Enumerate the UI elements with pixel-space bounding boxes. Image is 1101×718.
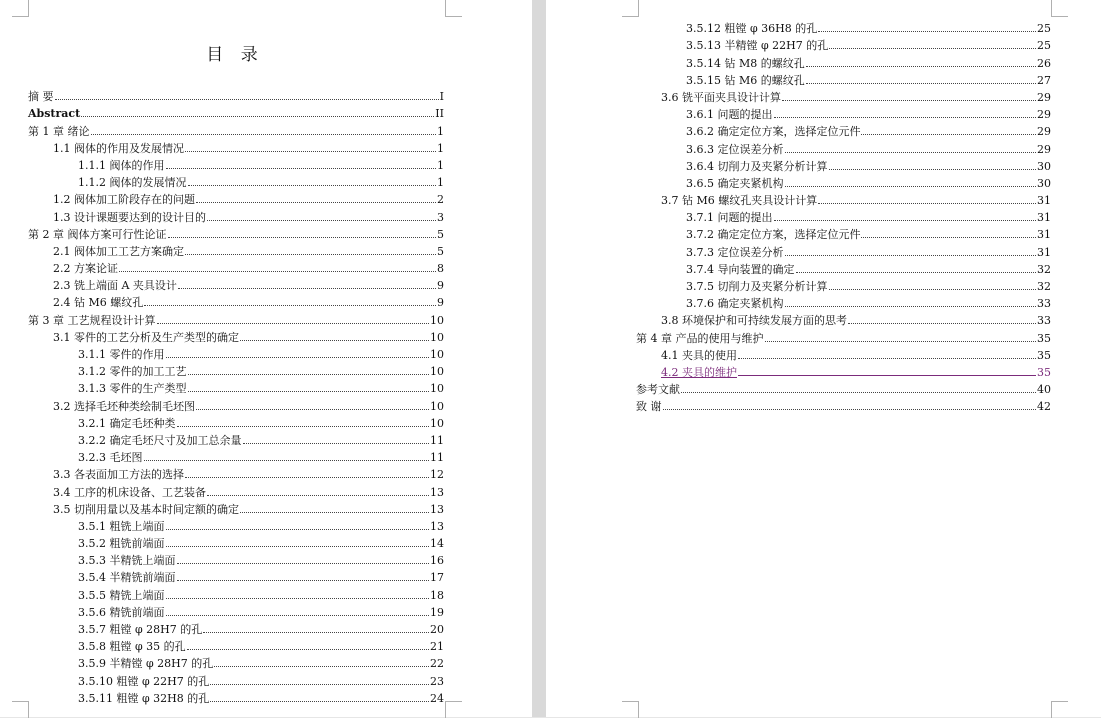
toc-entry-page: 10: [430, 365, 444, 379]
toc-entry[interactable]: [636, 156, 1051, 173]
toc-entry[interactable]: [28, 464, 444, 481]
toc-entry[interactable]: [636, 241, 1051, 258]
toc-entry-title: 3.6.1 问题的提出: [686, 108, 773, 122]
page-corner-mark: [12, 0, 29, 17]
toc-entry-title: 3.7.6 确定夹紧机构: [686, 297, 784, 311]
toc-entry-page: 10: [430, 399, 444, 413]
toc-entry-title: 3.5.10 粗镗 φ 22H7 的孔: [78, 674, 210, 688]
toc-entry-page: 33: [1037, 297, 1051, 311]
toc-entry-page: 10: [430, 382, 444, 396]
toc-entry-page: 42: [1037, 400, 1051, 414]
toc-leader-dots: [765, 341, 1037, 342]
toc-entry[interactable]: [28, 636, 444, 653]
toc-entry-title: 1.2 阀体加工阶段存在的问题: [53, 193, 195, 207]
toc-leader-dots: [681, 392, 1036, 393]
toc-entry[interactable]: [28, 430, 444, 447]
toc-entry[interactable]: [28, 499, 444, 516]
toc-entry-title: 3.2 选择毛坯种类绘制毛坯图: [53, 399, 195, 413]
page-corner-mark: [445, 0, 462, 17]
toc-entry[interactable]: [636, 121, 1051, 138]
toc-entry[interactable]: [28, 275, 444, 292]
toc-list-left: [28, 86, 444, 705]
toc-entry-title: 参考文献: [636, 383, 680, 397]
toc-entry-page: 31: [1037, 194, 1051, 208]
page-corner-mark: [622, 0, 639, 17]
toc-entry-page: 29: [1037, 142, 1051, 156]
toc-title: 目 录: [206, 45, 264, 65]
toc-entry-page: 31: [1037, 228, 1051, 242]
toc-entry[interactable]: [636, 173, 1051, 190]
toc-leader-dots: [177, 563, 430, 564]
toc-leader-dots: [738, 358, 1036, 359]
toc-entry[interactable]: [636, 35, 1051, 52]
document-page-right: [546, 0, 1101, 717]
toc-entry-page: 17: [430, 571, 444, 585]
toc-entry-page: 35: [1037, 348, 1051, 362]
toc-entry-page: 9: [437, 296, 444, 310]
toc-leader-dots: [210, 701, 429, 702]
toc-entry-page: 31: [1037, 211, 1051, 225]
toc-leader-dots: [166, 598, 430, 599]
toc-leader-dots: [663, 409, 1037, 410]
toc-leader-dots: [243, 443, 430, 444]
toc-entry-page: 13: [430, 519, 444, 533]
toc-leader-dots: [166, 168, 437, 169]
toc-leader-dots: [240, 512, 429, 513]
toc-entry[interactable]: [28, 138, 444, 155]
toc-entry-page: 21: [430, 640, 444, 654]
toc-leader-dots: [829, 169, 1037, 170]
toc-entry-page: 1: [437, 124, 444, 138]
toc-entry[interactable]: [28, 309, 444, 326]
toc-entry[interactable]: [28, 584, 444, 601]
toc-entry-title: 3.5.9 半精镗 φ 28H7 的孔: [78, 657, 214, 671]
toc-leader-dots: [796, 272, 1037, 273]
toc-entry-title: 2.2 方案论证: [53, 262, 118, 276]
toc-entry[interactable]: [28, 103, 444, 120]
toc-entry[interactable]: [636, 362, 1051, 379]
toc-entry-title: 3.4 工序的机床设备、工艺装备: [53, 485, 206, 499]
toc-entry[interactable]: [636, 396, 1051, 413]
toc-entry-title: 1.1.1 阀体的作用: [78, 158, 165, 172]
toc-leader-dots: [774, 117, 1037, 118]
toc-leader-dots: [214, 666, 429, 667]
toc-entry[interactable]: [28, 670, 444, 687]
toc-entry-page: 5: [437, 227, 444, 241]
toc-leader-dots: [774, 220, 1037, 221]
toc-entry[interactable]: [28, 189, 444, 206]
toc-entry-title: 第 1 章 绪论: [28, 124, 90, 138]
toc-entry-title: 3.5.12 粗镗 φ 36H8 的孔: [686, 22, 818, 36]
toc-entry[interactable]: [28, 361, 444, 378]
toc-entry[interactable]: [28, 378, 444, 395]
toc-entry-title: 3.1.3 零件的生产类型: [78, 382, 187, 396]
toc-entry-page: 11: [430, 433, 444, 447]
toc-entry-page: 10: [430, 416, 444, 430]
toc-leader-dots: [187, 649, 429, 650]
toc-entry-title: 3.5.4 半精铣前端面: [78, 571, 176, 585]
toc-entry-title: 3.6.2 确定定位方案，选择定位元件: [686, 125, 861, 139]
toc-entry[interactable]: [28, 241, 444, 258]
toc-leader-dots: [785, 186, 1037, 187]
toc-entry-page: 5: [437, 244, 444, 258]
toc-entry-title: 3.5.2 粗铣前端面: [78, 537, 165, 551]
toc-entry-page: 13: [430, 502, 444, 516]
toc-entry-page: 14: [430, 537, 444, 551]
toc-entry-title: 3.5 切削用量以及基本时间定额的确定: [53, 502, 239, 516]
toc-entry-title: Abstract: [28, 107, 81, 121]
toc-entry[interactable]: [636, 207, 1051, 224]
toc-entry-title: 3.5.6 精铣前端面: [78, 605, 165, 619]
toc-entry-page: 24: [430, 691, 444, 705]
toc-entry[interactable]: [636, 259, 1051, 276]
toc-entry-page: I: [439, 90, 444, 104]
toc-entry[interactable]: [28, 413, 444, 430]
toc-entry[interactable]: [28, 567, 444, 584]
toc-entry-page: 40: [1037, 383, 1051, 397]
toc-entry-page: 25: [1037, 22, 1051, 36]
toc-leader-dots: [861, 134, 1036, 135]
toc-entry[interactable]: [636, 276, 1051, 293]
toc-list-right: [636, 18, 1051, 413]
toc-entry[interactable]: [28, 86, 444, 103]
toc-leader-dots: [166, 546, 430, 547]
toc-entry-title: 3.5.3 半精铣上端面: [78, 554, 176, 568]
toc-leader-dots: [210, 684, 429, 685]
toc-entry[interactable]: [28, 447, 444, 464]
toc-entry[interactable]: [28, 258, 444, 275]
toc-leader-dots: [829, 48, 1036, 49]
toc-entry-page: 23: [430, 674, 444, 688]
toc-entry[interactable]: [636, 310, 1051, 327]
toc-entry[interactable]: [28, 120, 444, 137]
toc-entry-page: 29: [1037, 90, 1051, 104]
toc-entry-title: 3.5.5 精铣上端面: [78, 588, 165, 602]
page-corner-mark: [1051, 701, 1068, 718]
toc-entry-page: 30: [1037, 159, 1051, 173]
toc-leader-dots: [188, 391, 430, 392]
toc-entry-title: 3.7.3 定位误差分析: [686, 245, 784, 259]
toc-entry[interactable]: [28, 619, 444, 636]
toc-entry[interactable]: [636, 52, 1051, 69]
toc-entry[interactable]: [636, 327, 1051, 344]
toc-entry-title: 第 4 章 产品的使用与维护: [636, 331, 764, 345]
toc-leader-dots: [806, 83, 1036, 84]
toc-entry-page: 3: [437, 210, 444, 224]
toc-entry[interactable]: [28, 481, 444, 498]
page-corner-mark: [12, 701, 29, 718]
toc-entry-page: II: [435, 107, 444, 121]
toc-entry-page: 19: [430, 605, 444, 619]
toc-entry-title: 3.2.1 确定毛坯种类: [78, 416, 176, 430]
toc-entry-title: 3.5.14 钻 M8 的螺纹孔: [686, 56, 805, 70]
toc-leader-dots: [196, 409, 429, 410]
toc-entry-page: 35: [1037, 331, 1051, 345]
toc-leader-dots: [738, 375, 1036, 376]
toc-leader-dots: [185, 151, 436, 152]
toc-entry[interactable]: [28, 688, 444, 705]
toc-entry-title: 2.3 铣上端面 A 夹具设计: [53, 279, 177, 293]
toc-leader-dots: [806, 66, 1036, 67]
toc-entry-page: 27: [1037, 73, 1051, 87]
document-page-left: [0, 0, 532, 717]
toc-leader-dots: [188, 374, 430, 375]
toc-entry-page: 29: [1037, 108, 1051, 122]
toc-entry-page: 2: [437, 193, 444, 207]
toc-leader-dots: [203, 632, 429, 633]
toc-leader-dots: [785, 306, 1037, 307]
toc-entry[interactable]: [28, 533, 444, 550]
toc-entry-page: 18: [430, 588, 444, 602]
toc-entry[interactable]: [636, 18, 1051, 35]
toc-entry[interactable]: [28, 550, 444, 567]
toc-entry[interactable]: [636, 104, 1051, 121]
toc-entry-page: 20: [430, 623, 444, 636]
toc-entry-title: 3.6.5 确定夹紧机构: [686, 176, 784, 190]
toc-entry-title: 1.3 设计课题要达到的设计目的: [53, 210, 206, 224]
toc-entry[interactable]: [28, 602, 444, 619]
toc-entry-page: 1: [437, 176, 444, 190]
toc-leader-dots: [168, 237, 437, 238]
toc-leader-dots: [207, 495, 429, 496]
toc-entry-title: 3.5.7 粗镗 φ 28H7 的孔: [78, 623, 203, 636]
toc-entry[interactable]: [636, 190, 1051, 207]
toc-entry-page: 16: [430, 554, 444, 568]
toc-entry-page: 31: [1037, 245, 1051, 259]
toc-entry-page: 25: [1037, 39, 1051, 53]
toc-leader-dots: [119, 271, 436, 272]
page-corner-mark: [1051, 0, 1068, 17]
toc-entry-title: 3.7 钻 M6 螺纹孔夹具设计计算: [661, 194, 818, 208]
toc-leader-dots: [144, 305, 436, 306]
toc-entry[interactable]: [636, 224, 1051, 241]
toc-leader-dots: [157, 323, 430, 324]
toc-entry[interactable]: [636, 379, 1051, 396]
toc-entry-page: 30: [1037, 176, 1051, 190]
toc-leader-dots: [178, 288, 436, 289]
page-corner-mark: [445, 701, 462, 718]
toc-entry[interactable]: [636, 87, 1051, 104]
toc-entry-page: 32: [1037, 280, 1051, 293]
toc-leader-dots: [166, 357, 430, 358]
toc-leader-dots: [144, 460, 430, 461]
toc-entry[interactable]: [28, 327, 444, 344]
toc-entry-title: 第 2 章 阀体方案可行性论证: [28, 227, 167, 241]
toc-entry-page: 1: [437, 158, 444, 172]
toc-entry-page: 11: [430, 451, 444, 465]
toc-leader-dots: [166, 529, 430, 530]
toc-entry-page: 35: [1037, 365, 1051, 379]
toc-leader-dots: [185, 254, 436, 255]
toc-leader-dots: [166, 615, 430, 616]
toc-entry[interactable]: [28, 516, 444, 533]
toc-entry-title: 3.3 各表面加工方法的选择: [53, 468, 184, 482]
toc-leader-dots: [861, 237, 1036, 238]
toc-entry-page: 33: [1037, 314, 1051, 328]
toc-leader-dots: [55, 99, 439, 100]
toc-entry-title: 3.2.2 确定毛坯尺寸及加工总余量: [78, 433, 242, 447]
page-corner-mark: [622, 701, 639, 718]
toc-leader-dots: [848, 323, 1036, 324]
toc-leader-dots: [818, 203, 1036, 204]
toc-entry-page: 26: [1037, 56, 1051, 70]
toc-entry-page: 10: [430, 330, 444, 344]
toc-entry[interactable]: [28, 206, 444, 223]
toc-leader-dots: [818, 31, 1036, 32]
toc-entry[interactable]: [28, 395, 444, 412]
toc-leader-dots: [177, 426, 430, 427]
toc-entry[interactable]: [28, 344, 444, 361]
toc-entry-title: 第 3 章 工艺规程设计计算: [28, 313, 156, 327]
toc-entry-page: 22: [430, 657, 444, 671]
toc-entry-title: 3.5.1 粗铣上端面: [78, 519, 165, 533]
toc-leader-dots: [185, 477, 429, 478]
toc-entry-title: 3.5.8 粗镗 φ 35 的孔: [78, 640, 186, 654]
toc-entry-title: 1.1 阀体的作用及发展情况: [53, 141, 184, 155]
toc-entry-page: 10: [430, 348, 444, 361]
toc-entry-page: 32: [1037, 262, 1051, 276]
toc-entry-title: 3.6.4 切削力及夹紧分析计算: [686, 159, 828, 173]
toc-entry-title: 3.5.11 粗镗 φ 32H8 的孔: [78, 691, 210, 705]
toc-entry-title: 1.1.2 阀体的发展情况: [78, 176, 187, 190]
toc-entry[interactable]: [28, 224, 444, 241]
toc-entry[interactable]: [28, 172, 444, 189]
toc-entry-title: 2.1 阀体加工工艺方案确定: [53, 244, 184, 258]
toc-leader-dots: [785, 255, 1037, 256]
toc-entry-title: 2.4 钻 M6 螺纹孔: [53, 296, 144, 310]
toc-entry-title: 3.2.3 毛坯图: [78, 451, 143, 465]
toc-entry-title: 3.6 铣平面夹具设计计算: [661, 90, 781, 104]
toc-leader-dots: [196, 202, 436, 203]
toc-leader-dots: [829, 289, 1037, 290]
toc-entry-title: 3.5.15 钻 M6 的螺纹孔: [686, 73, 805, 87]
toc-leader-dots: [188, 185, 437, 186]
toc-entry-page: 1: [437, 141, 444, 155]
toc-entry-title: 3.6.3 定位误差分析: [686, 142, 784, 156]
toc-entry[interactable]: [636, 138, 1051, 155]
toc-entry-title: 4.2 夹具的维护: [661, 365, 737, 379]
toc-leader-dots: [81, 116, 434, 117]
toc-entry-title: 3.7.1 问题的提出: [686, 211, 773, 225]
toc-entry-title: 3.7.4 导向装置的确定: [686, 262, 795, 276]
page-gutter: [532, 0, 546, 717]
toc-entry-title: 3.1.2 零件的加工工艺: [78, 365, 187, 379]
toc-entry-page: 13: [430, 485, 444, 499]
toc-entry-title: 3.7.5 切削力及夹紧分析计算: [686, 280, 828, 293]
toc-entry-page: 9: [437, 279, 444, 293]
toc-leader-dots: [91, 134, 437, 135]
toc-leader-dots: [207, 220, 436, 221]
toc-leader-dots: [240, 340, 429, 341]
toc-entry-title: 摘 要: [28, 90, 54, 104]
toc-entry-page: 8: [437, 262, 444, 276]
toc-entry-title: 3.1.1 零件的作用: [78, 348, 165, 361]
toc-entry[interactable]: [28, 155, 444, 172]
toc-entry-page: 10: [430, 313, 444, 327]
toc-entry-title: 3.7.2 确定定位方案，选择定位元件: [686, 228, 861, 242]
toc-entry-page: 12: [430, 468, 444, 482]
toc-entry-title: 3.1 零件的工艺分析及生产类型的确定: [53, 330, 239, 344]
toc-entry[interactable]: [28, 292, 444, 309]
toc-leader-dots: [785, 152, 1037, 153]
toc-entry[interactable]: [636, 70, 1051, 87]
toc-entry-page: 29: [1037, 125, 1051, 139]
toc-entry[interactable]: [636, 293, 1051, 310]
toc-entry[interactable]: [28, 653, 444, 670]
toc-entry-title: 4.1 夹具的使用: [661, 348, 737, 362]
toc-leader-dots: [177, 580, 430, 581]
toc-entry-title: 3.5.13 半精镗 φ 22H7 的孔: [686, 39, 829, 53]
toc-entry-title: 3.8 环境保护和可持续发展方面的思考: [661, 314, 847, 328]
toc-entry[interactable]: [636, 345, 1051, 362]
toc-leader-dots: [782, 100, 1036, 101]
toc-entry-title: 致 谢: [636, 400, 662, 414]
